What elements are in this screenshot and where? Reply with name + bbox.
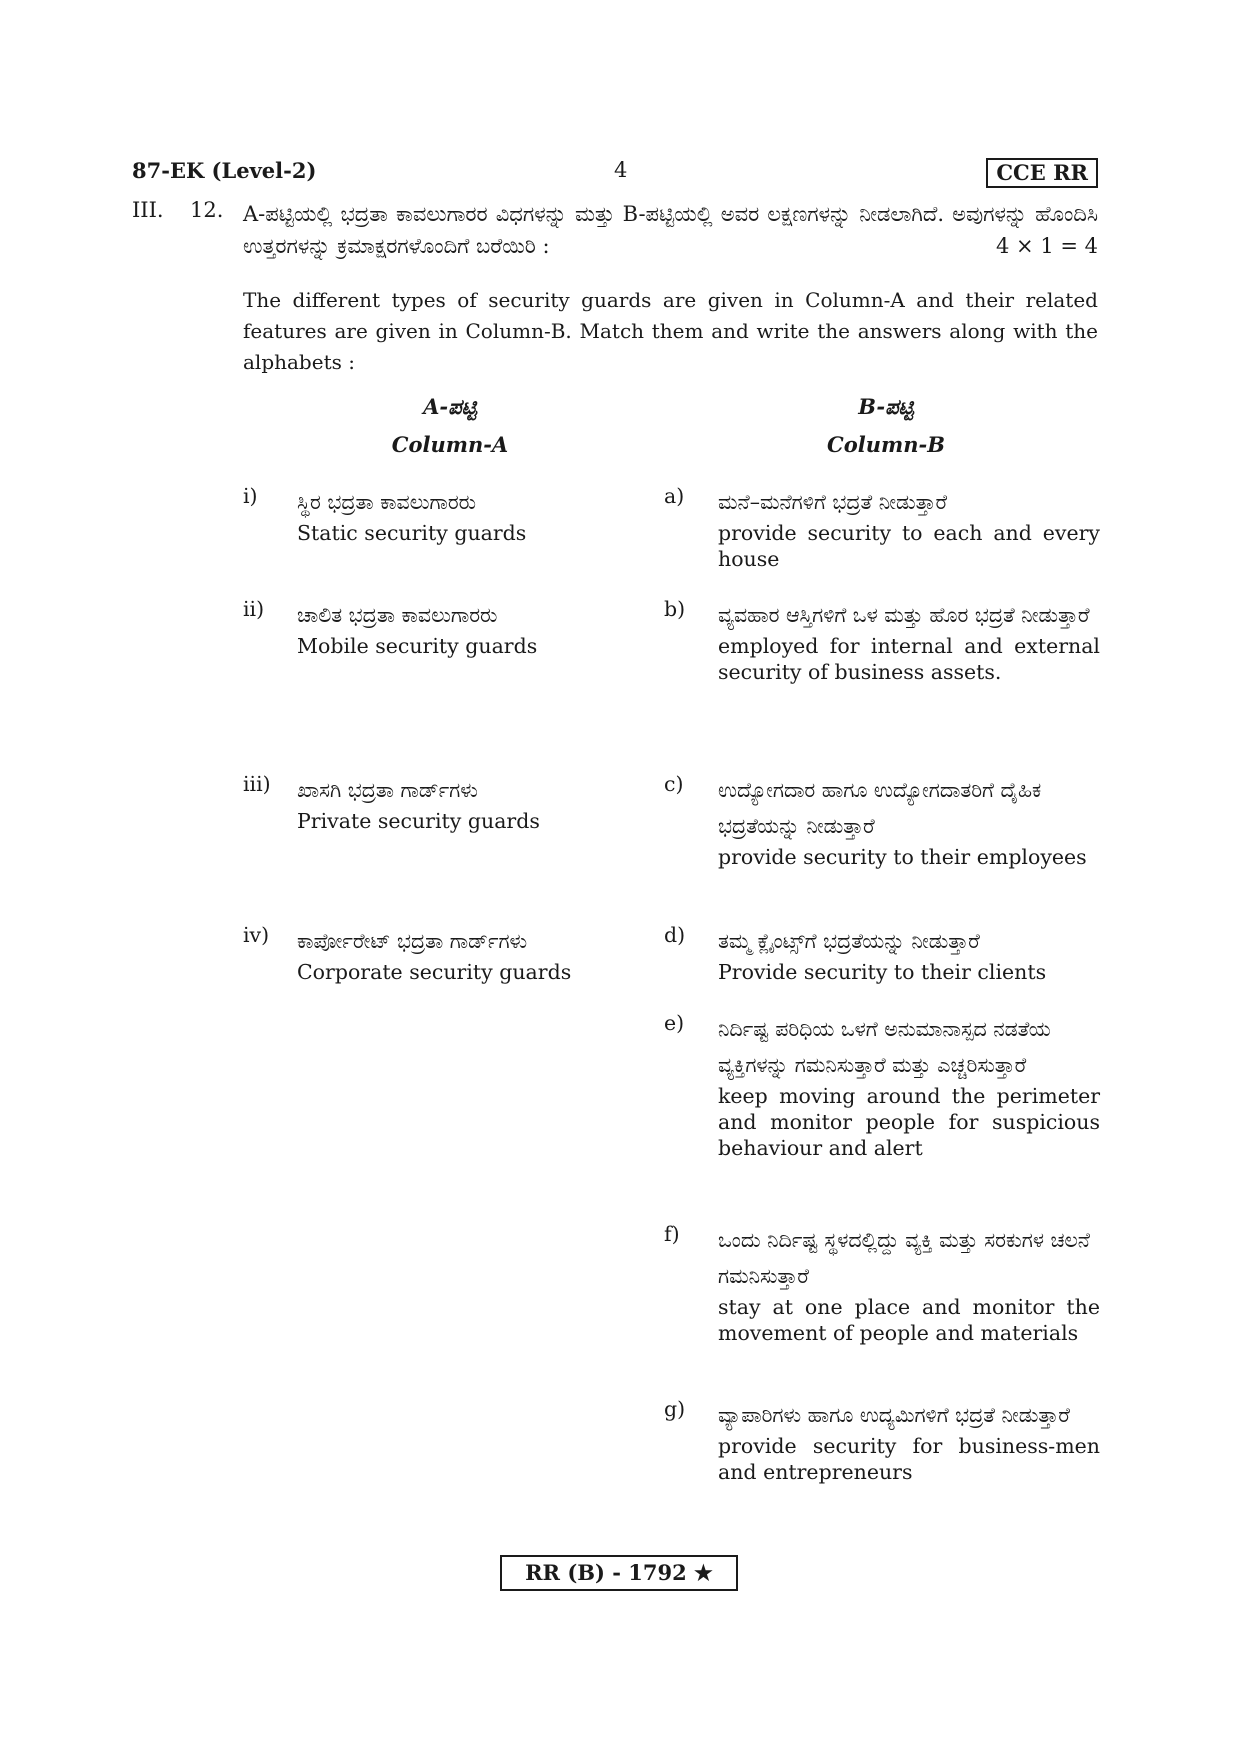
item-english: employed for internal and external security of business assets. [718,634,1100,684]
item-english: provide security for business-men and entrepreneurs [718,1434,1100,1484]
item-english: Corporate security guards [297,960,572,984]
item-kannada: ಸ್ಥಿರ ಭದ್ರತಾ ಕಾವಲುಗಾರರು [297,490,477,514]
page-number: 4 [614,158,628,182]
item-kannada: ನಿರ್ದಿಷ್ಟ ಪರಿಧಿಯ ಒಳಗೆ ಅನುಮಾನಾಸ್ಪದ ನಡತೆಯ ವ್ಯಕ್ತಿಗಳನ್ನು ಗಮನಿಸುತ್ತಾರೆ ಮತ್ತು ಎಚ್ಚರಿಸುತ್ತಾರೆ [718,1017,1051,1077]
paper-code: 87-EK (Level-2) [132,158,317,183]
column-b-english: Column-B [827,432,945,457]
page-header [132,158,1098,194]
item-label: c) [664,772,684,796]
question-kannada-text: A-ಪಟ್ಟಿಯಲ್ಲಿ ಭದ್ರತಾ ಕಾವಲುಗಾರರ ವಿಧಗಳನ್ನು ಮತ್ತು B-ಪಟ್ಟಿಯಲ್ಲಿ ಅವರ ಲಕ್ಷಣಗಳನ್ನು ನೀಡಲಾಗಿದೆ. ಅವುಗಳನ್ನು ಹೊಂದಿಸಿ ಉತ್ತರಗಳನ್ನು ಕ್ರಮಾಕ್ಷರಗಳೊಂದಿಗೆ ಬರೆಯಿರಿ : [243,202,1098,258]
item-kannada: ವ್ಯವಹಾರ ಆಸ್ತಿಗಳಿಗೆ ಒಳ ಮತ್ತು ಹೊರ ಭದ್ರತೆ ನೀಡುತ್ತಾರೆ [718,603,1090,627]
item-english: stay at one place and monitor the movement of people and materials [718,1295,1100,1345]
column-b-kannada: B-ಪಟ್ಟಿ [858,394,914,419]
footer-code: RR (B) - 1792 ★ [500,1555,738,1591]
item-kannada: ಒಂದು ನಿರ್ದಿಷ್ಟ ಸ್ಥಳದಲ್ಲಿದ್ದು ವ್ಯಕ್ತಿ ಮತ್ತು ಸರಕುಗಳ ಚಲನೆ ಗಮನಿಸುತ್ತಾರೆ [718,1228,1090,1288]
section-number: III. [132,198,164,222]
item-label: ii) [243,597,265,621]
item-label: f) [664,1222,680,1246]
item-english: Static security guards [297,521,527,545]
column-b-heading [776,388,996,464]
item-english: Mobile security guards [297,634,538,658]
item-kannada: ಖಾಸಗಿ ಭದ್ರತಾ ಗಾರ್ಡ್‌ಗಳು [297,778,478,802]
column-a-kannada: A-ಪಟ್ಟಿ [423,394,477,419]
cce-badge: CCE RR [986,158,1098,188]
question-kannada [243,198,1098,262]
item-kannada: ವ್ಯಾಪಾರಿಗಳು ಹಾಗೂ ಉದ್ಯಮಿಗಳಿಗೆ ಭದ್ರತೆ ನೀಡುತ್ತಾರೆ [718,1403,1070,1427]
item-label: e) [664,1011,685,1035]
item-kannada: ಚಾಲಿತ ಭದ್ರತಾ ಕಾವಲುಗಾರರು [297,603,498,627]
item-label: b) [664,597,686,621]
item-kannada: ಉದ್ಯೋಗದಾರ ಹಾಗೂ ಉದ್ಯೋಗದಾತರಿಗೆ ದೈಹಿಕ ಭದ್ರತೆಯನ್ನು ನೀಡುತ್ತಾರೆ [718,778,1042,838]
item-english: Private security guards [297,809,540,833]
item-label: g) [664,1397,686,1421]
item-kannada: ಕಾರ್ಪೋರೇಟ್ ಭದ್ರತಾ ಗಾರ್ಡ್‌ಗಳು [297,929,528,953]
item-label: d) [664,923,686,947]
question-english: The different types of security guards are given in Column-A and their related features are given in Column-B. Match them and write the answers along with the alphabets : [243,288,1098,374]
item-label: a) [664,484,685,508]
marks: 4 × 1 = 4 [996,234,1098,258]
item-label: iii) [243,772,271,796]
item-english: provide security to their employees [718,845,1087,869]
item-label: i) [243,484,258,508]
item-kannada: ತಮ್ಮ ಕ್ಲೈಂಟ್ಸ್‌ಗೆ ಭದ್ರತೆಯನ್ನು ನೀಡುತ್ತಾರೆ [718,929,980,953]
column-a-english: Column-A [391,432,509,457]
item-kannada: ಮನೆ–ಮನೆಗಳಿಗೆ ಭದ್ರತೆ ನೀಡುತ್ತಾರೆ [718,490,948,514]
item-english: Provide security to their clients [718,960,1047,984]
question-number: 12. [190,198,224,222]
item-label: iv) [243,923,270,947]
item-english: provide security to each and every house [718,521,1100,571]
column-a-heading [340,388,560,464]
item-english: keep moving around the perimeter and monitor people for suspicious behaviour and alert [718,1084,1100,1160]
